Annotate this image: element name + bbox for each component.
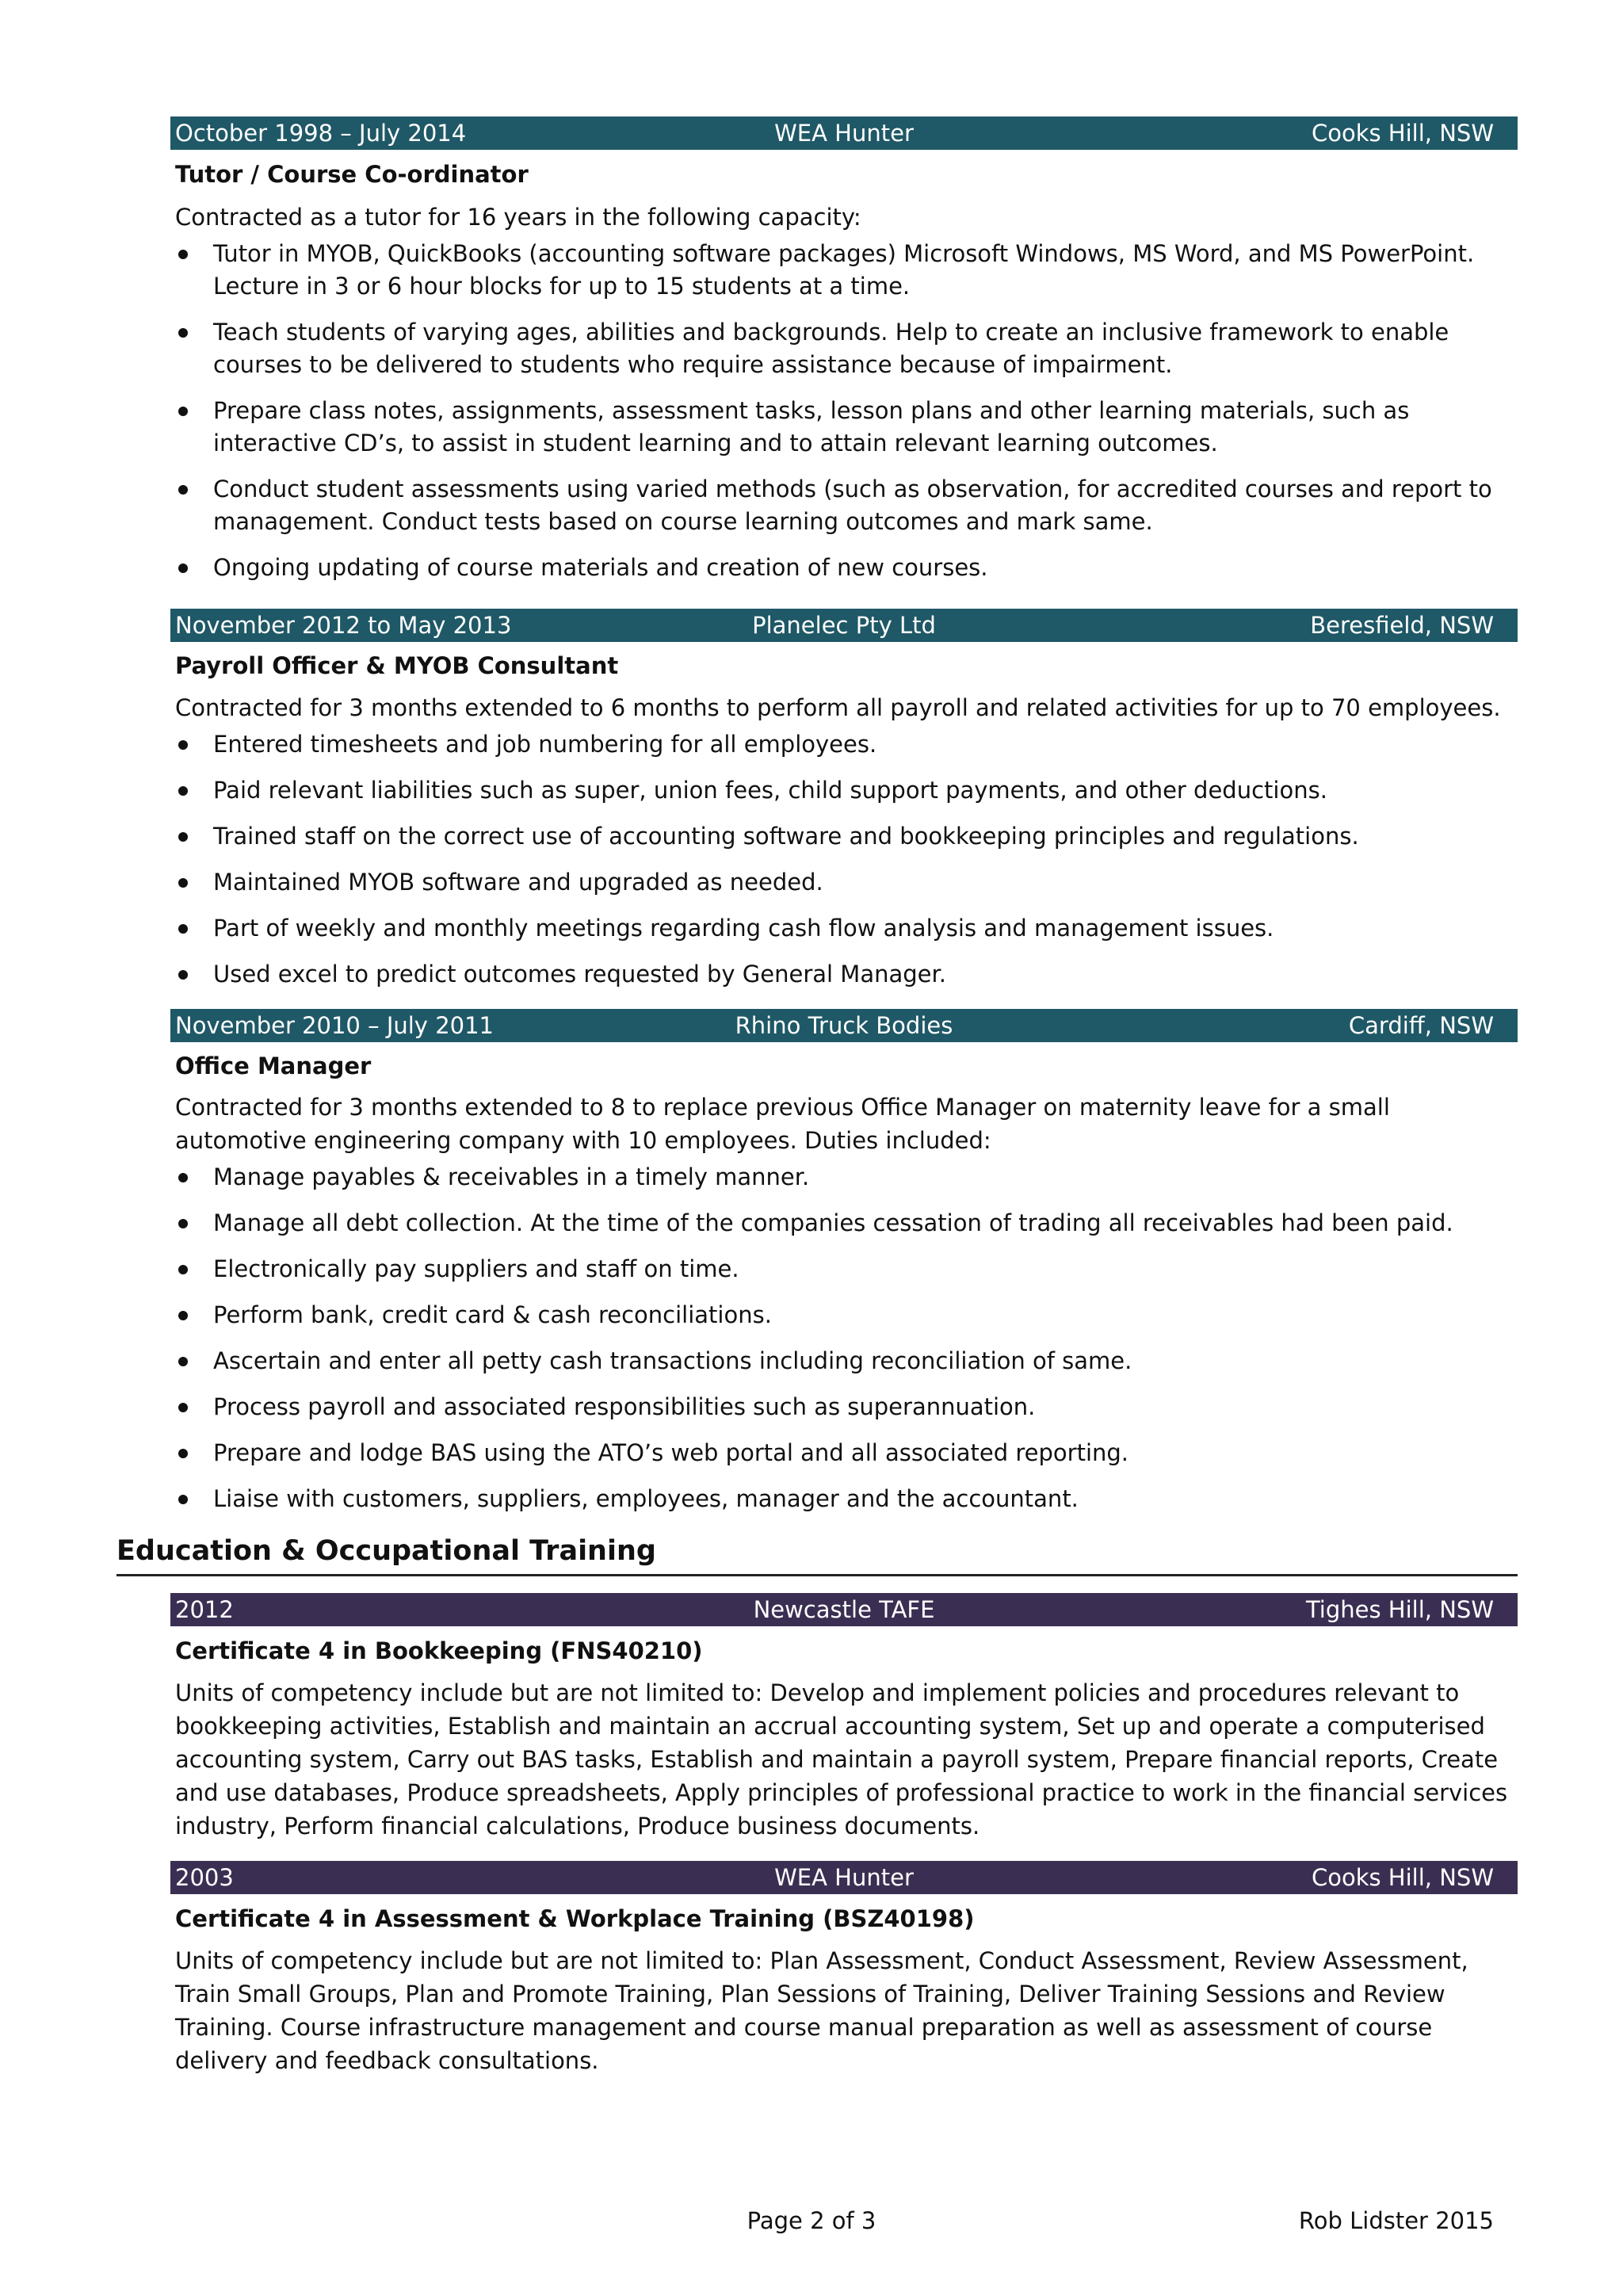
list-item: Part of weekly and monthly meetings regarding cash flow analysis and management issues. <box>170 912 1518 945</box>
list-item: Manage payables & receivables in a timely manner. <box>170 1161 1518 1194</box>
section-heading-education: Education & Occupational Training <box>116 1531 1518 1576</box>
job-duties-list <box>170 1161 1518 1529</box>
job-duties-list <box>170 238 1518 598</box>
education-header-bar <box>170 1861 1518 1894</box>
job-header-bar <box>170 1009 1518 1042</box>
qualification-title: Certificate 4 in Assessment & Workplace Training (BSZ40198) <box>175 1905 975 1932</box>
list-item: Teach students of varying ages, abilities and backgrounds. Help to create an inclusive framework to enable courses to be delivered to students who require assistance because of impairment. <box>170 316 1518 381</box>
education-institution: Newcastle TAFE <box>753 1596 935 1623</box>
education-header-bar <box>170 1593 1518 1626</box>
job-role: Office Manager <box>175 1052 372 1079</box>
job-location: Cardiff, NSW <box>1348 1012 1494 1039</box>
education-location: Tighes Hill, NSW <box>1305 1596 1494 1623</box>
education-date: 2003 <box>175 1864 234 1891</box>
qualification-description: Units of competency include but are not limited to: Plan Assessment, Conduct Assessment, Review Assessment, Train Small Groups, Plan and Promote Training, Plan Sessions of Training, Deliver Training Sessions and Review Training. Course infrastructure management and course manual preparation as well as assessment of course delivery and feedback consultations. <box>175 1947 1468 2074</box>
education-location: Cooks Hill, NSW <box>1311 1864 1494 1891</box>
list-item: Perform bank, credit card & cash reconciliations. <box>170 1299 1518 1331</box>
list-item: Prepare and lodge BAS using the ATO’s web portal and all associated reporting. <box>170 1437 1518 1469</box>
list-item: Tutor in MYOB, QuickBooks (accounting software packages) Microsoft Windows, MS Word, and MS PowerPoint. Lecture in 3 or 6 hour blocks for up to 15 students at a time. <box>170 238 1518 303</box>
job-organisation: Planelec Pty Ltd <box>752 612 936 639</box>
list-item: Maintained MYOB software and upgraded as needed. <box>170 866 1518 899</box>
list-item: Trained staff on the correct use of accounting software and bookkeeping principles and regulations. <box>170 820 1518 853</box>
list-item: Liaise with customers, suppliers, employees, manager and the accountant. <box>170 1483 1518 1515</box>
job-role: Tutor / Course Co-ordinator <box>175 161 529 188</box>
job-date: November 2012 to May 2013 <box>175 612 512 639</box>
education-date: 2012 <box>175 1596 234 1623</box>
page-number: Page 2 of 3 <box>747 2207 876 2234</box>
list-item: Electronically pay suppliers and staff on time. <box>170 1253 1518 1286</box>
list-item: Ongoing updating of course materials and creation of new courses. <box>170 552 1518 584</box>
job-location: Cooks Hill, NSW <box>1311 120 1494 147</box>
job-date: November 2010 – July 2011 <box>175 1012 494 1039</box>
job-intro: Contracted for 3 months extended to 6 months to perform all payroll and related activities for up to 70 employees. <box>175 694 1501 721</box>
list-item: Process payroll and associated responsibilities such as superannuation. <box>170 1391 1518 1423</box>
list-item: Used excel to predict outcomes requested by General Manager. <box>170 958 1518 991</box>
education-institution: WEA Hunter <box>774 1864 914 1891</box>
job-header-bar <box>170 117 1518 150</box>
qualification-description: Units of competency include but are not limited to: Develop and implement policies and procedures relevant to bookkeeping activities, Establish and maintain an accrual accounting system, Set up and operate a computerised accounting system, Carry out BAS tasks, Establish and maintain a payroll system, Prepare financial reports, Create and use databases, Produce spreadsheets, Apply principles of professional practice to work in the financial services industry, Perform financial calculations, Produce business documents. <box>175 1679 1508 1839</box>
job-header-bar <box>170 609 1518 642</box>
footer-author: Rob Lidster 2015 <box>1298 2207 1494 2234</box>
job-intro: Contracted as a tutor for 16 years in the following capacity: <box>175 204 861 231</box>
list-item: Entered timesheets and job numbering for all employees. <box>170 728 1518 761</box>
job-intro: Contracted for 3 months extended to 8 to replace previous Office Manager on maternity leave for a small automotive engineering company with 10 employees. Duties included: <box>175 1094 1390 1154</box>
list-item: Conduct student assessments using varied methods (such as observation, for accredited courses and report to management. Conduct tests based on course learning outcomes and mark same. <box>170 473 1518 538</box>
job-role: Payroll Officer & MYOB Consultant <box>175 652 619 679</box>
job-duties-list <box>170 728 1518 1004</box>
job-organisation: Rhino Truck Bodies <box>735 1012 953 1039</box>
list-item: Paid relevant liabilities such as super, union fees, child support payments, and other deductions. <box>170 774 1518 807</box>
list-item: Prepare class notes, assignments, assessment tasks, lesson plans and other learning materials, such as interactive CD’s, to assist in student learning and to attain relevant learning outcomes. <box>170 395 1518 460</box>
qualification-title: Certificate 4 in Bookkeeping (FNS40210) <box>175 1637 703 1664</box>
job-location: Beresfield, NSW <box>1310 612 1494 639</box>
job-organisation: WEA Hunter <box>774 120 914 147</box>
list-item: Manage all debt collection. At the time of the companies cessation of trading all receivables had been paid. <box>170 1207 1518 1240</box>
job-date: October 1998 – July 2014 <box>175 120 467 147</box>
list-item: Ascertain and enter all petty cash transactions including reconciliation of same. <box>170 1345 1518 1377</box>
